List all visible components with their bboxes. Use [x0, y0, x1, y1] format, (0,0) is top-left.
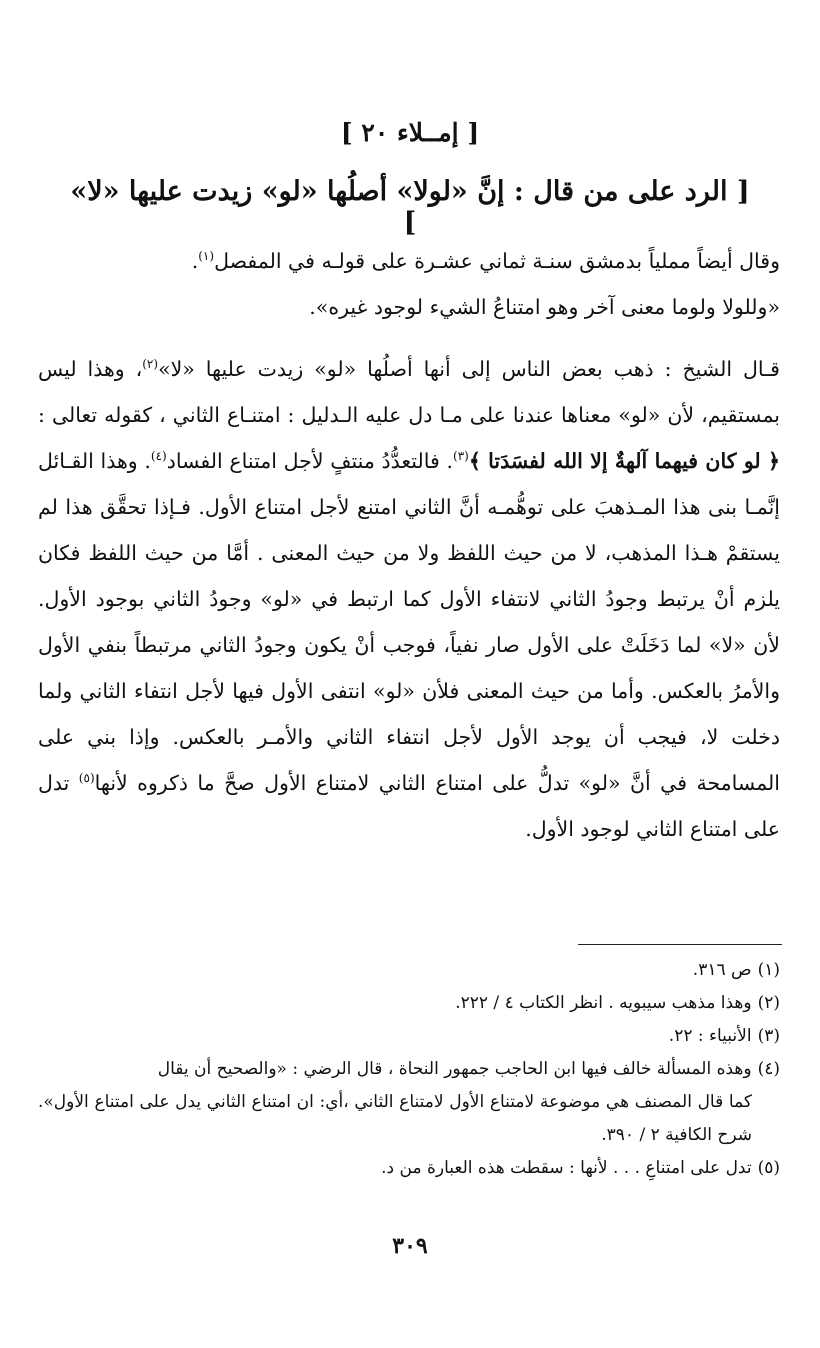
footnote-5-number: (٥): [757, 1158, 780, 1178]
intro-line-2: «وللولا ولوما معنى آخر وهو امتناعُ الشيء لوجود غيره».: [309, 295, 780, 319]
footnote-4-continuation: كما قال المصنف هي موضوعة لامتناع الأول لامتناع الثاني ،أي: ان امتناع الثاني يدل على امتناع الأول». شرح الكافية ٢ / ٣٩٠.: [38, 1092, 752, 1145]
main-text-4: . وهذا القـائل إنَّمـا بنى هذا المـذهبَ على توهُّمـه أنَّ الثاني امتنع لأجل امتناع الأول. فـإذا تحقَّق هذا لم يستقمْ هـذا المذهب، لا من حيث اللفظ ولا من حيث المعنى . أمَّا من حيث اللفظ فكان يلزم أنْ يرتبط وجودُ الثاني لانتفاء الأول كما ارتبط في «لو» وجودُ الثاني بوجود الأول. لأن «لا» لما دَخَلَتْ على الأول صار نفياً، فوجب أنْ يكون وجودُ الثاني مرتبطاً بنفي الأول والأمرُ بالعكس. وأما من حيث المعنى فلأن «لو» انتفى الأول فيها لأجل انتفاء الثاني ولما دخلت لا، فيجب أن يوجد الأول لأجل انتفاء الثاني والأمـر بالعكس. وإذا بني على المسامحة في أنَّ «لو» تدلُّ على امتناع الثاني لامتناع الأول صحَّ ما ذكروه لأنها: [38, 449, 780, 795]
footnote-5: [38, 1152, 780, 1185]
main-text-5: تدل على امتناع الثاني لوجود الأول.: [38, 771, 780, 841]
paragraph-main: [38, 346, 780, 852]
footnote-ref-2[interactable]: (٢): [142, 357, 159, 372]
footnote-ref-3[interactable]: (٣): [453, 449, 469, 464]
main-text-1: قـال الشيخ : ذهب بعض الناس إلى أنها أصلُها «لو» زيدت عليها «لا»: [158, 357, 780, 381]
chapter-subtitle: [ الرد على من قال : إنَّ «لولا» أصلُها «لو» زيدت عليها «لا» ]: [70, 176, 750, 238]
footnote-1-number: (١): [757, 960, 780, 980]
footnote-4: [38, 1053, 780, 1152]
footnote-3: [38, 1020, 780, 1053]
intro-line-1: وقال أيضاً مملياً بدمشق سنـة ثماني عشـرة على قولـه في المفصل: [214, 249, 780, 273]
footnote-4-text: وهذه المسألة خالف فيها ابن الحاجب جمهور النحاة ، قال الرضي : «والصحيح أن يقال: [157, 1059, 752, 1079]
paragraph-intro: [38, 238, 780, 330]
quran-verse: ﴿ لو كان فيهما آلهةٌ إلا الله لفسَدَتا ﴾: [468, 449, 780, 473]
footnote-2-text: وهذا مذهب سيبويه . انظر الكتاب ٤ / ٢٢٢.: [455, 993, 752, 1013]
page-number: ٣٠٩: [392, 1233, 428, 1259]
footnote-ref-1[interactable]: (١): [198, 249, 215, 264]
footnote-5-text: تدل على امتناعِ . . . لأنها : سقطت هذه العبارة من د.: [381, 1158, 752, 1178]
footnote-1-text: ص ٣١٦.: [692, 960, 752, 980]
footnote-1: [38, 954, 780, 987]
footnote-ref-4[interactable]: (٤): [150, 449, 167, 464]
footnote-3-number: (٣): [757, 1026, 780, 1046]
main-text-2: ، وهذا ليس بمستقيم، لأن «لو» معناها عندنا على مـا دل عليه الـدليل : امتنـاع الثاني ، كقوله تعالى :: [38, 357, 780, 427]
footnote-divider: [578, 944, 782, 945]
footnote-2: [38, 987, 780, 1020]
footnote-ref-5[interactable]: (٥): [78, 771, 95, 786]
footnote-3-text: الأنبياء : ٢٢.: [668, 1026, 752, 1046]
main-text-3: . فالتعدُّدُ منتفٍ لأجل امتناع الفساد: [166, 449, 453, 473]
footnote-4-number: (٤): [757, 1059, 780, 1079]
intro-line-1-end: .: [191, 249, 199, 273]
section-heading: [ إمــلاء ٢٠ ]: [340, 118, 480, 147]
footnote-2-number: (٢): [757, 993, 780, 1013]
